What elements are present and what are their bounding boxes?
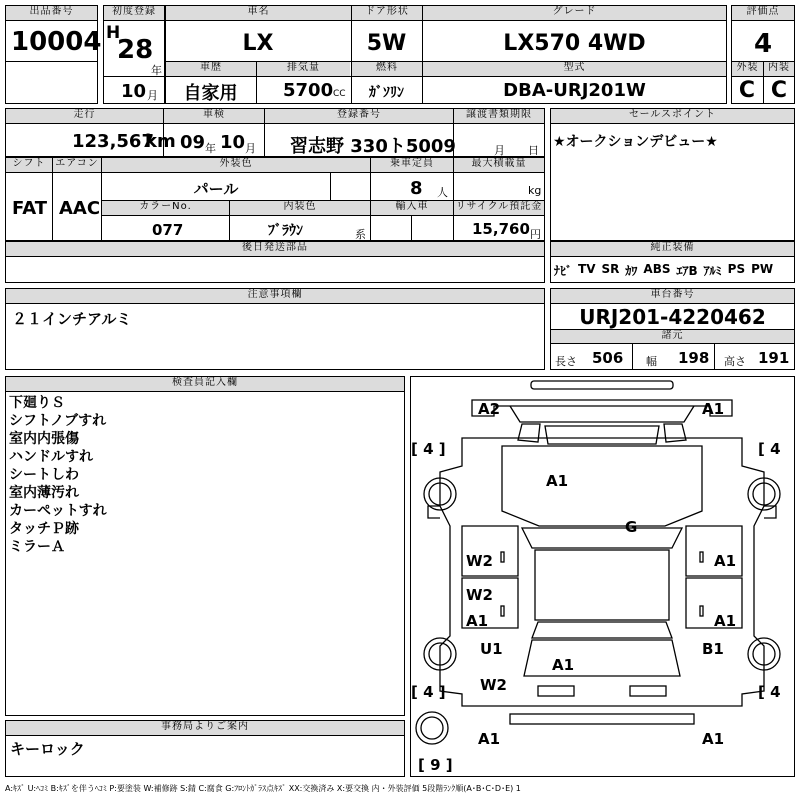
header-section [5, 5, 795, 105]
transfer-day-unit: 日 [528, 144, 539, 157]
score-value: 4 [753, 29, 773, 59]
insp-year: 09 [180, 132, 206, 153]
type-value: DBA-URJ201W [503, 80, 646, 101]
equipment-item: TV [578, 262, 596, 276]
selling-point-text: ★オークションデビュー★ [553, 134, 718, 150]
recycle-value: 15,760 [472, 220, 530, 238]
color-label: 外装色 [102, 158, 370, 172]
selling-label: セールスポイント [551, 109, 794, 123]
fuel-label: 燃料 [352, 62, 422, 76]
fuel-value: ｶﾞｿﾘﾝ [369, 85, 404, 101]
inspector-line: カーペットすれ [9, 503, 107, 519]
width-value: 198 [678, 349, 710, 367]
equipment-item: ｴｱB [676, 264, 698, 278]
height-value: 191 [758, 349, 790, 367]
type-label: 型式 [423, 62, 726, 76]
import-label: 輸入車 [371, 201, 453, 215]
recycle-unit: 円 [530, 228, 541, 241]
notes-text: ２１インチアルミ [12, 310, 132, 328]
interior-value: C [770, 78, 788, 103]
mark-roof: G [625, 518, 638, 536]
inspector-line: シートしわ [9, 467, 79, 483]
history-value: 自家用 [183, 83, 238, 104]
recycle-label: リサイクル預託金 [454, 201, 544, 215]
reg-month: 10 [121, 81, 147, 102]
length-value: 506 [592, 349, 624, 367]
tire-rear-right-value: 4 [770, 683, 781, 701]
door-type: 5W [366, 31, 407, 56]
displacement-label: 排気量 [257, 62, 350, 76]
inspector-notes [9, 394, 399, 556]
int-color-unit: 系 [355, 228, 366, 241]
model-name: LX [242, 31, 274, 56]
capacity-value: 8 [410, 178, 423, 199]
capacity-label: 乗車定員 [371, 158, 453, 172]
equipment-item: ｶﾜ [625, 264, 638, 278]
mark-left-fender-rear: U1 [480, 640, 503, 658]
equipment-list [554, 262, 792, 280]
insp-month-unit: 月 [245, 142, 256, 155]
load-unit: kg [528, 184, 542, 197]
transfer-label: 譲渡書類期限 [454, 109, 544, 123]
inspector-line: 室内薄汚れ [9, 485, 79, 501]
era: H [106, 23, 121, 43]
inspector-line: 室内内張傷 [9, 431, 79, 447]
insp-year-unit: 年 [205, 142, 216, 155]
mark-right-rear-door: A1 [714, 612, 737, 630]
ac-label: エアコン [53, 158, 101, 172]
lot-label: 出品番号 [6, 6, 97, 20]
chassis-label: 車台番号 [551, 289, 794, 303]
inspection-label: 車検 [164, 109, 264, 123]
width-label: 幅 [646, 355, 657, 368]
equipment-item: ｱﾙﾐ [703, 264, 722, 278]
displacement-unit: CC [333, 89, 346, 99]
month-unit: 月 [147, 89, 158, 102]
mark-hood: A1 [546, 472, 569, 490]
doors-label: ドア形状 [352, 6, 422, 20]
insp-month: 10 [220, 132, 246, 153]
lot-number: 10004 [11, 27, 102, 57]
shift-label: シフト [6, 158, 52, 172]
tire-front-left-value: 4 [423, 440, 434, 458]
displacement-value: 5700 [283, 80, 334, 101]
mileage-unit: km [145, 131, 176, 152]
load-label: 最大積載量 [454, 158, 544, 172]
mark-left-mid: A1 [466, 612, 489, 630]
height-label: 高さ [724, 355, 746, 368]
transfer-month-unit: 月 [494, 144, 505, 157]
mileage-value: 123,567 [72, 131, 154, 152]
model-label: 車名 [166, 6, 351, 20]
notes-label: 注意事項欄 [6, 289, 544, 303]
mark-left-rear: W2 [480, 676, 507, 694]
mark-rear-right: A1 [702, 730, 725, 748]
equipment-item: SR [601, 262, 620, 276]
mark-front-right: A1 [702, 400, 725, 418]
tire-rear-left: [ 4 ] [411, 683, 446, 701]
plate-value: 習志野 330ト5009 [290, 136, 456, 157]
tire-front-right: [ 4 [758, 440, 781, 458]
mileage-label: 走行 [6, 109, 163, 123]
inspector-line: シフトノブすれ [9, 413, 107, 429]
shift-value: FAT [12, 198, 48, 219]
inspector-line: ハンドルすれ [9, 449, 93, 465]
equipment-label: 純正装備 [551, 242, 794, 256]
length-label: 長さ [555, 355, 577, 368]
tire-rear-right: [ 4 [758, 683, 781, 701]
equipment-item: PS [727, 262, 746, 276]
office-text: キーロック [10, 740, 85, 758]
specs-label: 諸元 [551, 330, 794, 343]
reg-year: 28 [117, 35, 154, 65]
mark-front-left: A2 [478, 400, 501, 418]
legend: A:ｷｽﾞ U:ﾍｺﾐ B:ｷｽﾞを伴うﾍｺﾐ P:要塗装 W:補修跡 S:錆 C:腐食 G:ﾌﾛﾝﾄｶﾞﾗｽ点ｷｽﾞ XX:交換済み X:要交換 内・外装評価 5段階ﾗﾝｸ順(A･B･C･D･E) 1 [5, 784, 521, 793]
int-color-value: ﾌﾞﾗｳﾝ [268, 223, 303, 239]
grade-label: グレード [423, 6, 726, 20]
mark-trunk: A1 [552, 656, 575, 674]
equipment-item: ABS [643, 262, 671, 276]
score-label: 評価点 [732, 6, 794, 20]
mark-rear-left: A1 [478, 730, 501, 748]
car-diagram [410, 376, 795, 777]
inspector-label: 検査員記入欄 [6, 377, 404, 391]
office-label: 事務局よりご案内 [6, 721, 404, 735]
color-no-label: カラーNo. [102, 201, 229, 215]
spare-tire-value: 9 [430, 756, 441, 774]
year-unit: 年 [151, 64, 162, 77]
tire-front-right-value: 4 [770, 440, 781, 458]
inspector-line: タッチＰ跡 [9, 521, 79, 537]
int-color-label: 内装色 [230, 201, 370, 215]
capacity-unit: 人 [437, 186, 448, 199]
mark-left-rear-door: W2 [466, 586, 493, 604]
grade-value: LX570 4WD [503, 31, 646, 56]
equipment-item: PW [751, 262, 774, 276]
ac-value: AAC [59, 198, 101, 219]
color-value: パール [193, 180, 239, 198]
inspector-line: 下廻りＳ [9, 395, 65, 411]
selling-point-box [550, 108, 795, 241]
plate-label: 登録番号 [265, 109, 453, 123]
tire-rear-left-value: 4 [423, 683, 434, 701]
exterior-label: 外装 [732, 62, 763, 76]
chassis-number: URJ201-4220462 [579, 305, 766, 329]
history-label: 車歴 [166, 62, 256, 76]
later-parts-label: 後日発送部品 [6, 242, 544, 256]
mark-right-front-door: A1 [714, 552, 737, 570]
mark-right-fender-rear: B1 [702, 640, 724, 658]
mark-left-front-door: W2 [466, 552, 493, 570]
tire-front-left: [ 4 ] [411, 440, 446, 458]
inspector-line: ミラーＡ [9, 539, 65, 555]
equipment-item: ﾅﾋﾞ [554, 264, 573, 278]
interior-label: 内装 [764, 62, 794, 76]
exterior-value: C [738, 78, 756, 103]
spare-tire: [ 9 ] [418, 756, 453, 774]
first-reg-label: 初度登録 [104, 6, 164, 20]
color-no-value: 077 [152, 221, 184, 239]
